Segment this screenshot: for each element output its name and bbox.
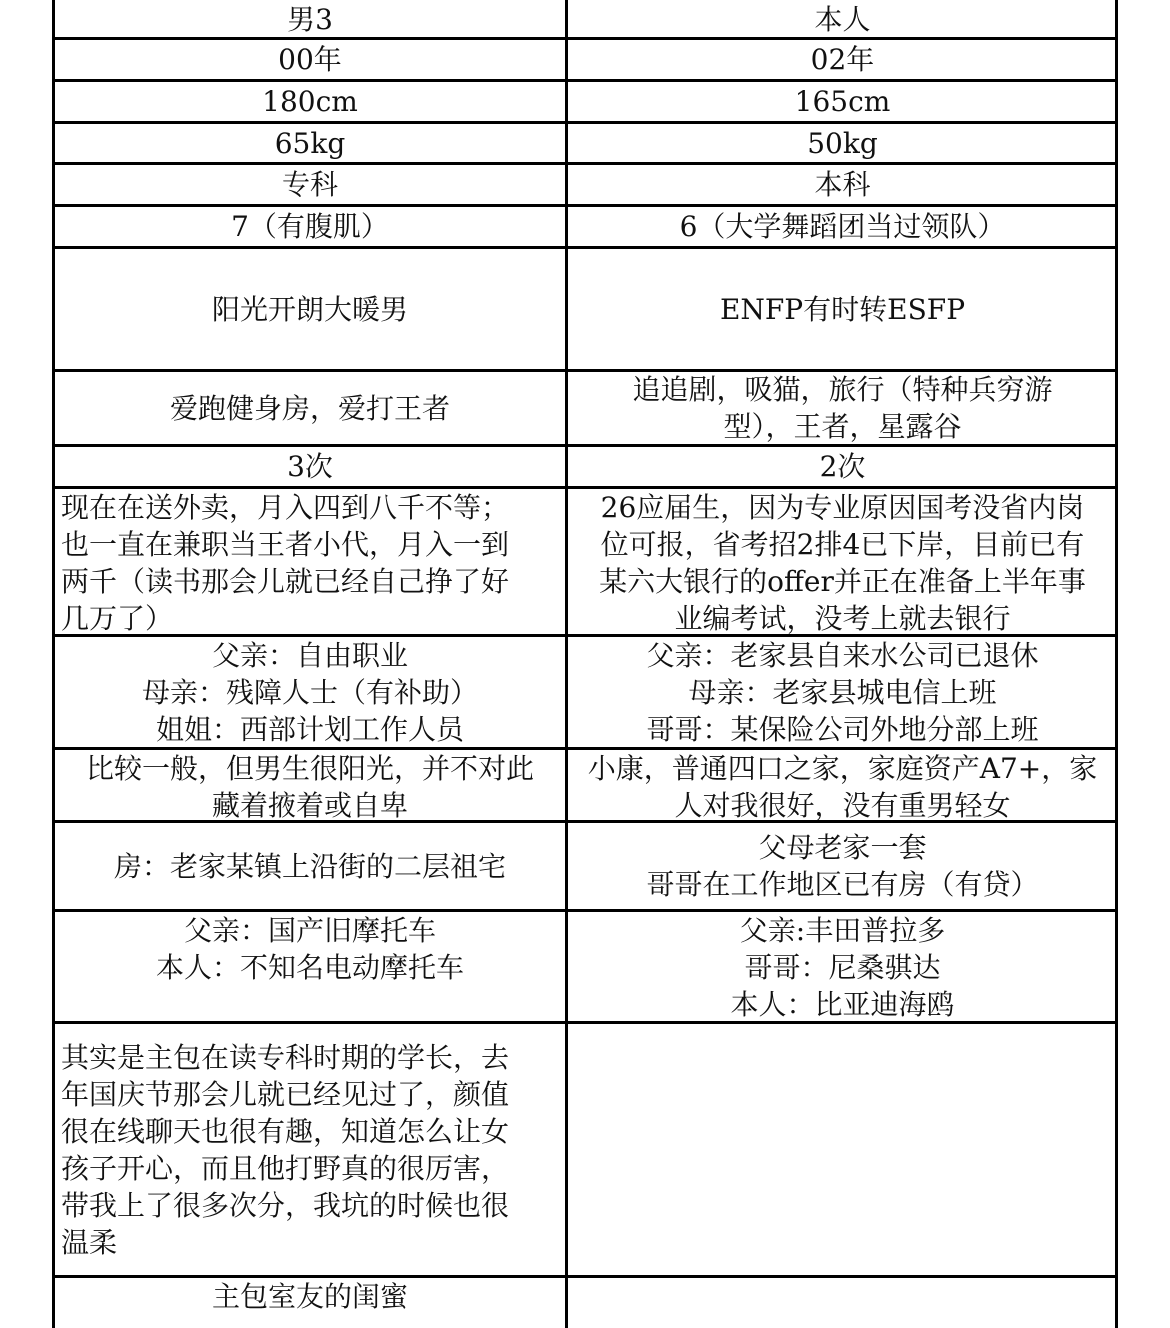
cell-text-line: 母亲：残障人士（有补助） bbox=[141, 676, 478, 709]
cell-text-line: 藏着掖着或自卑 bbox=[211, 789, 408, 820]
cell-text-line: 02年 bbox=[810, 43, 875, 76]
table-cell-left bbox=[55, 750, 565, 820]
cell-text-line: 很在线聊天也很有趣，知道怎么让女 bbox=[61, 1114, 510, 1148]
table-cell-right bbox=[570, 637, 1115, 747]
table-cell-right bbox=[570, 40, 1115, 79]
table-cell-left bbox=[55, 249, 565, 369]
cell-text-line: 业编考试，没考上就去银行 bbox=[674, 602, 1011, 634]
table-cell-right bbox=[570, 447, 1115, 486]
cell-text-line: 165cm bbox=[794, 85, 891, 118]
cell-text-line: 父亲：国产旧摩托车 bbox=[183, 914, 436, 947]
cell-text-line: 姐姐：西部计划工作人员 bbox=[155, 713, 464, 746]
table-cell-left bbox=[55, 489, 565, 634]
cell-text-line: 孩子开心，而且他打野真的很厉害， bbox=[61, 1151, 510, 1185]
cell-text-line: 2次 bbox=[819, 450, 866, 483]
cell-text-line: 00年 bbox=[278, 43, 342, 76]
cell-text-line: 年国庆节那会儿就已经见过了，颜值 bbox=[61, 1077, 510, 1111]
cell-text-line: 65kg bbox=[274, 126, 346, 160]
cell-text-line: 房：老家某镇上沿街的二层祖宅 bbox=[113, 849, 506, 883]
table-cell-right bbox=[570, 750, 1115, 820]
cell-text-line: 6（大学舞蹈团当过领队） bbox=[679, 210, 1006, 243]
cell-text-line: 父亲：自由职业 bbox=[211, 639, 408, 672]
cell-text-line: 其实是主包在读专科时期的学长，去 bbox=[61, 1040, 510, 1074]
table-cell-right bbox=[570, 82, 1115, 121]
cell-text-line: 父母老家一套 bbox=[758, 831, 927, 864]
cell-text-line: 比较一般，但男生很阳光，并不对此 bbox=[85, 752, 534, 785]
cell-text-line: 26应届生，因为专业原因国考没省内岗 bbox=[600, 491, 1085, 524]
table-cell-right bbox=[570, 823, 1115, 909]
cell-text-line: 哥哥：某保险公司外地分部上班 bbox=[646, 713, 1039, 746]
cell-text-line: 型），王者，星露谷 bbox=[723, 410, 962, 443]
table-cell-left bbox=[55, 82, 565, 121]
cell-text-line: 两千（读书那会儿就已经自己挣了好 bbox=[61, 565, 510, 598]
table-cell-right bbox=[570, 372, 1115, 444]
table-cell-right bbox=[570, 1278, 1115, 1327]
cell-text-line: 哥哥在工作地区已有房（有贷） bbox=[646, 868, 1039, 901]
cell-text-line: 50kg bbox=[807, 126, 878, 160]
table-cell-left bbox=[55, 165, 565, 204]
cell-text-line: 阳光开朗大暖男 bbox=[211, 292, 408, 326]
table-cell-left bbox=[55, 207, 565, 246]
cell-text-line: 180cm bbox=[262, 85, 358, 118]
table-cell-right bbox=[570, 912, 1115, 1021]
cell-text-line: 位可报，省考招2排4已下岸，目前已有 bbox=[600, 528, 1085, 561]
cell-text-line: 母亲：老家县城电信上班 bbox=[688, 676, 997, 709]
table-cell-left bbox=[55, 372, 565, 444]
cell-text-line: 带我上了很多次分，我坑的时候也很 bbox=[61, 1188, 510, 1222]
cell-text-line: 人对我很好，没有重男轻女 bbox=[674, 789, 1011, 820]
cell-text-line: 主包室友的闺蜜 bbox=[211, 1280, 408, 1313]
table-cell-left bbox=[55, 1024, 565, 1275]
table-cell-left bbox=[55, 1278, 565, 1327]
cell-text-line: 哥哥：尼桑骐达 bbox=[744, 951, 941, 984]
table-cell-left bbox=[55, 2, 565, 37]
cell-text-line: 本科 bbox=[814, 168, 871, 201]
cell-text-line: 几万了） bbox=[61, 602, 174, 634]
table-cell-right bbox=[570, 165, 1115, 204]
table-cell-left bbox=[55, 447, 565, 486]
table-cell-left bbox=[55, 823, 565, 909]
cell-text-line: 7（有腹肌） bbox=[231, 210, 389, 243]
table-cell-right bbox=[570, 2, 1115, 37]
cell-text-line: 追追剧，吸猫，旅行（特种兵穷游 bbox=[632, 373, 1053, 406]
table-cell-left bbox=[55, 637, 565, 747]
cell-text-line: 某六大银行的offer并正在准备上半年事 bbox=[599, 565, 1086, 598]
cell-text-line: 本人：不知名电动摩托车 bbox=[155, 951, 464, 984]
cell-text-line: 父亲:丰田普拉多 bbox=[739, 914, 946, 947]
cell-text-line: 爱跑健身房，爱打王者 bbox=[169, 391, 450, 425]
cell-text-line: 小康，普通四口之家，家庭资产A7+，家 bbox=[587, 752, 1098, 785]
cell-text-line: 父亲：老家县自来水公司已退休 bbox=[646, 639, 1039, 672]
table-cell-right bbox=[570, 207, 1115, 246]
table-cell-left bbox=[55, 40, 565, 79]
cell-text-line: 男3 bbox=[287, 3, 333, 36]
cell-text-line: 温柔 bbox=[61, 1225, 118, 1259]
cell-text-line: 也一直在兼职当王者小代，月入一到 bbox=[61, 528, 510, 561]
table-cell-left bbox=[55, 912, 565, 1021]
table-cell-right bbox=[570, 124, 1115, 162]
cell-text-line: 现在在送外卖，月入四到八千不等； bbox=[61, 491, 510, 524]
cell-text-line: 专科 bbox=[281, 168, 338, 201]
table-cell-left bbox=[55, 124, 565, 162]
table-cell-right bbox=[570, 489, 1115, 634]
table-cell-right bbox=[570, 249, 1115, 369]
table-vertical-rule bbox=[565, 0, 568, 1328]
table-vertical-rule bbox=[1115, 0, 1118, 1328]
table-cell-right bbox=[570, 1024, 1115, 1275]
cell-text-line: 本人 bbox=[814, 3, 871, 36]
cell-text-line: 本人：比亚迪海鸥 bbox=[730, 988, 955, 1021]
cell-text-line: ENFP有时转ESFP bbox=[719, 292, 966, 326]
cell-text-line: 3次 bbox=[287, 450, 333, 483]
